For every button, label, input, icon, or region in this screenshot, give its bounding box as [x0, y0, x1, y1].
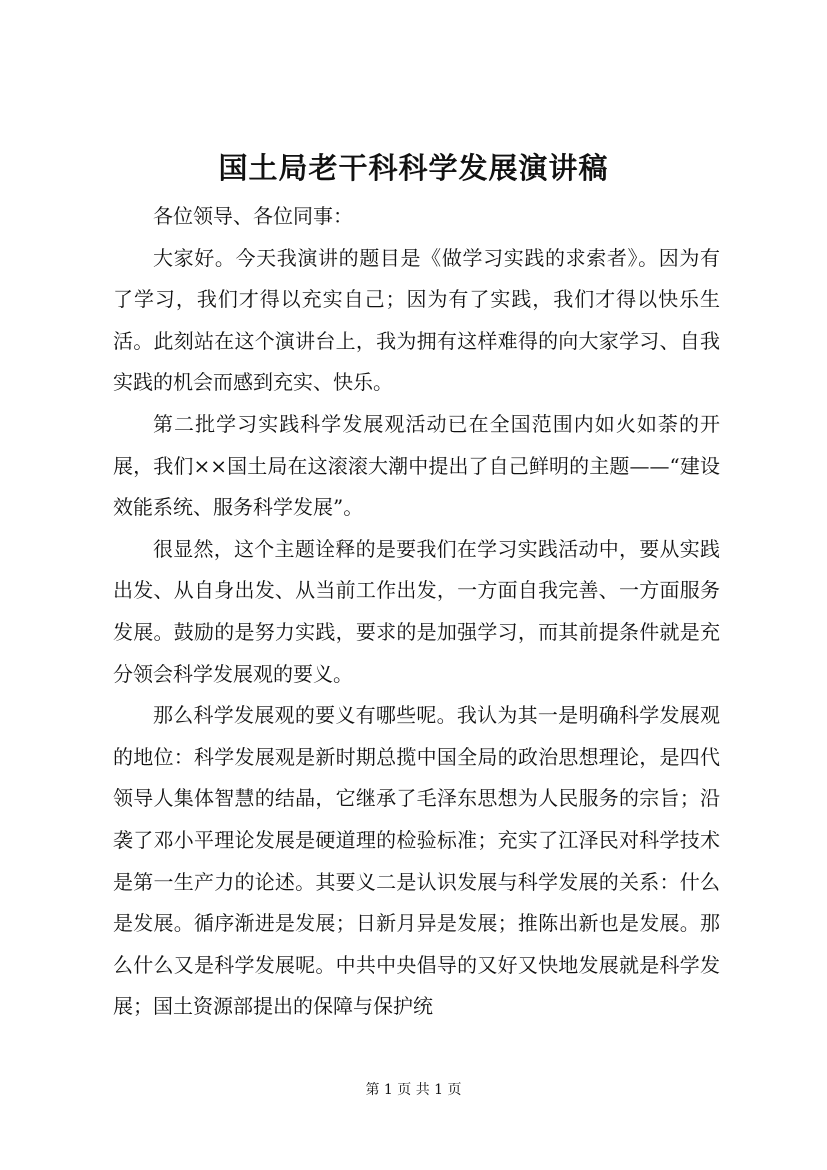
paragraph-interpretation: 很显然，这个主题诠释的是要我们在学习实践活动中，要从实践出发、从自身出发、从当前工作出发，一方面自我完善、一方面服务发展。鼓励的是努力实践，要求的是加强学习，而其前提条件就是充分领会科学发展观的要义。: [113, 536, 720, 686]
document-title: 国土局老干科科学发展演讲稿: [218, 151, 609, 185]
page-number-footer: 第 1 页 共 1 页: [365, 1082, 462, 1098]
document-body: [113, 196, 720, 1028]
paragraph-intro: 大家好。今天我演讲的题目是《做学习实践的求索者》。因为有了学习，我们才得以充实自己；因为有了实践，我们才得以快乐生活。此刻站在这个演讲台上，我为拥有这样难得的向大家学习、自我实践的机会而感到充实、快乐。: [113, 245, 720, 395]
salutation: 各位领导、各位同事：: [153, 204, 353, 228]
paragraph-essentials: 那么科学发展观的要义有哪些呢。我认为其一是明确科学发展观的地位：科学发展观是新时期总揽中国全局的政治思想理论，是四代领导人集体智慧的结晶，它继承了毛泽东思想为人民服务的宗旨；沿袭了邓小平理论发展是硬道理的检验标准；充实了江泽民对科学技术是第一生产力的论述。其要义二是认识发展与科学发展的关系：什么是发展。循序渐进是发展；日新月异是发展；推陈出新也是发展。那么什么又是科学发展呢。中共中央倡导的又好又快地发展就是科学发展；国土资源部提出的保障与保护统: [113, 703, 720, 1019]
paragraph-theme: 第二批学习实践科学发展观活动已在全国范围内如火如荼的开展，我们××国土局在这滚滚大潮中提出了自己鲜明的主题——“建设效能系统、服务科学发展”。: [113, 411, 720, 520]
